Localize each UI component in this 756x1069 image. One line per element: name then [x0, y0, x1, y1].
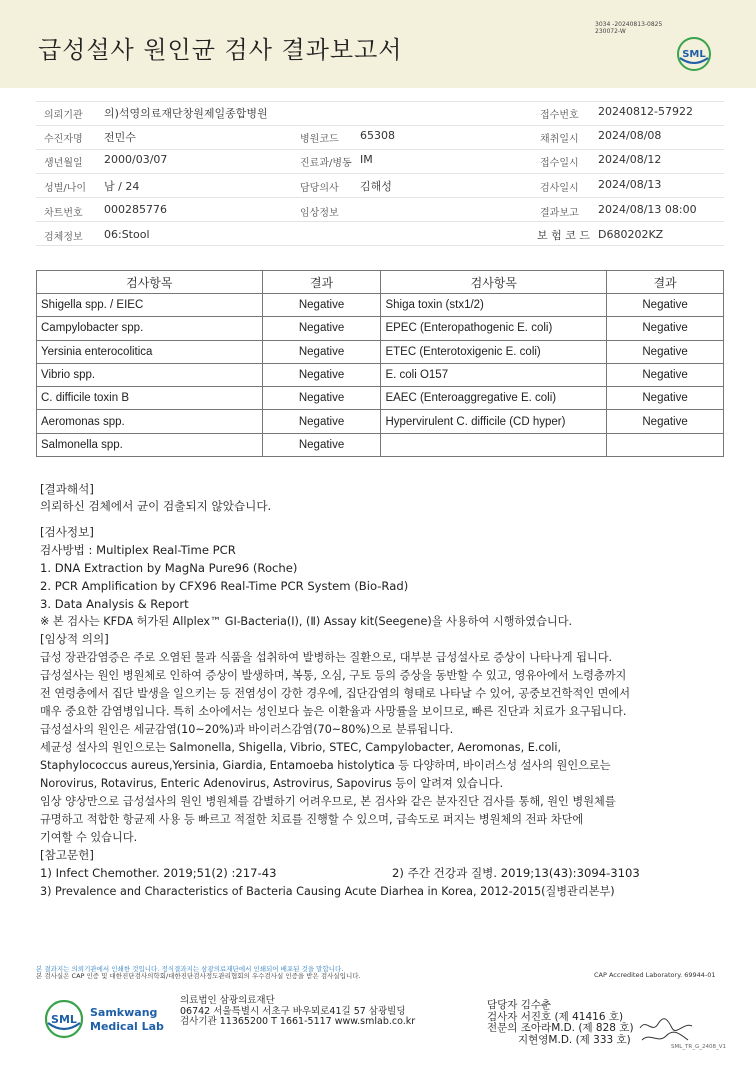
test-item-cell: Salmonella spp. — [37, 433, 263, 456]
clinical-line: Staphylococcus aureus,Yersinia, Giardia, Entamoeba histolytica 등 다양하며, 바이러스성 설사의 원인으로는 — [40, 759, 611, 772]
clinical-line: 세균성 설사의 원인으로는 Salmonella, Shigella, Vibrio, STEC, Campylobacter, Aeromonas, E.coli, — [40, 741, 562, 754]
reference-item: 3) Prevalence and Characteristics of Bacteria Causing Acute Diarhea in Korea, 2012-2015(질병관리본부) — [40, 885, 615, 898]
doctor-value: 김해성 — [360, 180, 392, 193]
clinical-line: 급성 장관감염증은 주로 오염된 물과 식품을 섭취하여 발병하는 질환으로, 대부분 급성설사로 증상이 나타나게 됩니다. — [40, 651, 613, 664]
patient-label: 수진자명 — [44, 134, 83, 145]
result-cell: Negative — [262, 363, 381, 386]
clinical-info-label: 임상정보 — [300, 208, 339, 219]
clinical-line: 규명하고 적합한 항균제 사용 등 빠르고 적절한 치료를 진행할 수 있으며, 급속도로 퍼지는 병원체의 전파 차단에 — [40, 813, 584, 826]
handwritten-signature-icon — [636, 1014, 696, 1046]
test-info-heading: [검사정보] — [40, 525, 94, 539]
result-cell: Negative — [262, 410, 381, 433]
receipt-date-value: 2024/08/12 — [598, 153, 662, 166]
test-item-cell: Hypervirulent C. difficile (CD hyper) — [381, 410, 607, 433]
document-code — [595, 21, 662, 35]
test-item-cell: Shiga toxin (stx1/2) — [381, 294, 607, 317]
interpretation-heading: [결과해석] — [40, 482, 94, 496]
test-date-value: 2024/08/13 — [598, 178, 662, 191]
table-row — [37, 433, 724, 456]
result-cell: Negative — [262, 317, 381, 340]
footer-notice: 본 결과지는 의뢰기관에서 인쇄한 것입니다. 정식결과지는 삼광의료재단에서 인쇄되어 배포된 것을 말합니다. — [36, 965, 344, 973]
report-title: 급성설사 원인균 검사 결과보고서 — [38, 36, 403, 64]
table-row — [37, 294, 724, 317]
document-code-line1: 3034 -20240813-0825 — [595, 21, 663, 28]
test-info-line: 검사방법 : Multiplex Real-Time PCR — [40, 543, 236, 557]
dept-label: 진료과/병동 — [300, 158, 352, 169]
dept-value: IM — [360, 153, 373, 166]
result-cell: Negative — [262, 433, 381, 456]
test-item-cell: Aeromonas spp. — [37, 410, 263, 433]
test-info-line: 3. Data Analysis & Report — [40, 597, 189, 611]
institution-value: 의)석영의료재단창원제일종합병원 — [104, 107, 268, 120]
hospital-code-label: 병원코드 — [300, 134, 339, 145]
specimen-value: 06:Stool — [104, 228, 150, 241]
test-item-cell: Campylobacter spp. — [37, 317, 263, 340]
result-cell: Negative — [262, 294, 381, 317]
patient-value: 전민수 — [104, 131, 136, 144]
clinical-heading: [임상적 의의] — [40, 632, 109, 646]
result-cell: Negative — [607, 317, 724, 340]
table-row — [37, 410, 724, 433]
table-row — [37, 363, 724, 386]
table-row — [37, 387, 724, 410]
signatory-line: 담당자 김수춘 — [487, 999, 552, 1011]
document-code-line2: 230072-W — [595, 28, 626, 35]
report-date-label: 결과보고 — [540, 208, 579, 219]
address-line: 06742 서울특별시 서초구 바우뫼로41길 57 삼광빌딩 — [180, 1005, 406, 1017]
test-item-cell: C. difficile toxin B — [37, 387, 263, 410]
test-item-cell — [381, 433, 607, 456]
result-cell: Negative — [262, 387, 381, 410]
test-date-label: 검사일시 — [540, 183, 579, 194]
test-item-cell: EAEC (Enteroaggregative E. coli) — [381, 387, 607, 410]
test-info-line: ※ 본 검사는 KFDA 허가된 Allplex™ GI-Bacteria(Ⅰ), (Ⅱ) Assay kit(Seegene)을 사용하여 시행하였습니다. — [40, 615, 573, 628]
table-row — [37, 340, 724, 363]
test-item-cell: ETEC (Enterotoxigenic E. coli) — [381, 340, 607, 363]
column-header: 검사항목 — [381, 271, 607, 294]
test-item-cell: Yersinia enterocolitica — [37, 340, 263, 363]
reference-item: 1) Infect Chemother. 2019;51(2) :217-43 — [40, 866, 277, 880]
sml-logo-icon — [44, 998, 174, 1040]
info-divider — [36, 125, 724, 126]
info-divider — [36, 245, 724, 246]
test-info-line: 2. PCR Amplification by CFX96 Real-Time PCR System (Bio-Rad) — [40, 579, 409, 593]
report-date-value: 2024/08/13 08:00 — [598, 203, 697, 216]
brand-name-line1: Samkwang — [90, 1006, 158, 1019]
hospital-code-value: 65308 — [360, 129, 395, 142]
signatory-line: 전문의 조아라M.D. (제 828 호) — [487, 1022, 634, 1034]
test-info-line: 1. DNA Extraction by MagNa Pure96 (Roche) — [40, 561, 298, 575]
clinical-line: 임상 양상만으로 급성설사의 원인 병원체를 감별하기 어려우므로, 본 검사와 같은 분자진단 검사를 통해, 원인 병원체를 — [40, 795, 616, 808]
reference-item: 2) 주간 건강과 질병. 2019;13(43):3094-3103 — [392, 866, 640, 880]
insurance-code-label: 보 험 코 드 — [537, 229, 590, 242]
doctor-label: 담당의사 — [300, 183, 339, 194]
receipt-date-label: 접수일시 — [540, 158, 579, 169]
result-cell: Negative — [607, 363, 724, 386]
signatory-line: 검사자 서진호 (제 41416 호) — [487, 1010, 624, 1023]
column-header: 결과 — [607, 271, 724, 294]
clinical-line: 급성설사는 원인 병원체로 인하여 증상이 발생하며, 복통, 오심, 구토 등의 증상을 동반할 수 있고, 영유아에서 노령층까지 — [40, 669, 627, 682]
test-item-cell: E. coli O157 — [381, 363, 607, 386]
results-table — [36, 270, 724, 457]
collection-date-label: 채취일시 — [540, 134, 579, 145]
result-cell — [607, 433, 724, 456]
birth-value: 2000/03/07 — [104, 153, 168, 166]
specimen-label: 검체정보 — [44, 232, 83, 243]
clinical-line: 매우 중요한 감염병입니다. 특히 소아에서는 성인보다 높은 이환율과 사망률을 보이므로, 빠른 진단과 치료가 요구됩니다. — [40, 705, 627, 718]
footer-signatories — [487, 1000, 634, 1046]
clinical-line: Norovirus, Rotavirus, Enteric Adenovirus, Astrovirus, Sapovirus 등이 알려져 있습니다. — [40, 777, 504, 790]
cap-accreditation: CAP Accredited Laboratory. 69944-01 — [594, 971, 716, 979]
test-item-cell: Shigella spp. / EIEC — [37, 294, 263, 317]
info-divider — [36, 101, 724, 102]
sex-age-label: 성별/나이 — [44, 183, 87, 194]
signatory-line: 지현영M.D. (제 333 호) — [518, 1033, 631, 1046]
info-divider — [36, 173, 724, 174]
sex-age-value: 남 / 24 — [104, 180, 140, 193]
sml-logo-text: SML — [682, 49, 706, 60]
info-divider — [36, 221, 724, 222]
institution-label: 의뢰기관 — [44, 110, 83, 121]
clinical-line: 전 연령층에서 집단 발생을 일으키는 등 전염성이 강한 경우에, 집단감염의 형태로 나타날 수 있어, 공중보건학적인 면에서 — [40, 687, 631, 700]
clinical-line: 기여할 수 있습니다. — [40, 831, 138, 844]
collection-date-value: 2024/08/08 — [598, 129, 662, 142]
result-cell: Negative — [607, 410, 724, 433]
result-cell: Negative — [607, 340, 724, 363]
address-line: 검사기관 11365200 T 1661-5117 www.smlab.co.kr — [180, 1016, 416, 1027]
form-code: SML_TR_G_2408_V1 — [671, 1044, 727, 1050]
table-row — [37, 317, 724, 340]
receipt-no-value: 20240812-57922 — [598, 105, 693, 118]
birth-label: 생년월일 — [44, 158, 83, 169]
footer-address — [180, 996, 415, 1028]
chart-no-label: 차트번호 — [44, 208, 83, 219]
result-cell: Negative — [607, 294, 724, 317]
info-divider — [36, 197, 724, 198]
footer-notice: 본 검사실은 CAP 인증 및 대한진단검사의학회/대한진단검사정도관리협회의 우수검사실 인증을 받은 검사실입니다. — [36, 972, 361, 980]
interpretation-text: 의뢰하신 검체에서 균이 검출되지 않았습니다. — [40, 499, 272, 513]
references-heading: [참고문헌] — [40, 848, 94, 862]
insurance-code-value: D680202KZ — [598, 228, 664, 241]
receipt-no-label: 접수번호 — [540, 110, 579, 121]
column-header: 결과 — [262, 271, 381, 294]
brand-name-line2: Medical Lab — [90, 1020, 164, 1033]
clinical-line: 급성설사의 원인은 세균감염(10~20%)과 바이러스감염(70~80%)으로 분류됩니다. — [40, 723, 454, 736]
test-item-cell: EPEC (Enteropathogenic E. coli) — [381, 317, 607, 340]
sml-logo-icon — [676, 36, 712, 72]
column-header: 검사항목 — [37, 271, 263, 294]
result-cell: Negative — [262, 340, 381, 363]
result-cell: Negative — [607, 387, 724, 410]
sml-logo-text: SML — [51, 1013, 77, 1026]
info-divider — [36, 149, 724, 150]
test-item-cell: Vibrio spp. — [37, 363, 263, 386]
address-line: 의료법인 삼광의료재단 — [180, 995, 275, 1006]
chart-no-value: 000285776 — [104, 203, 167, 216]
table-header-row — [37, 271, 724, 294]
